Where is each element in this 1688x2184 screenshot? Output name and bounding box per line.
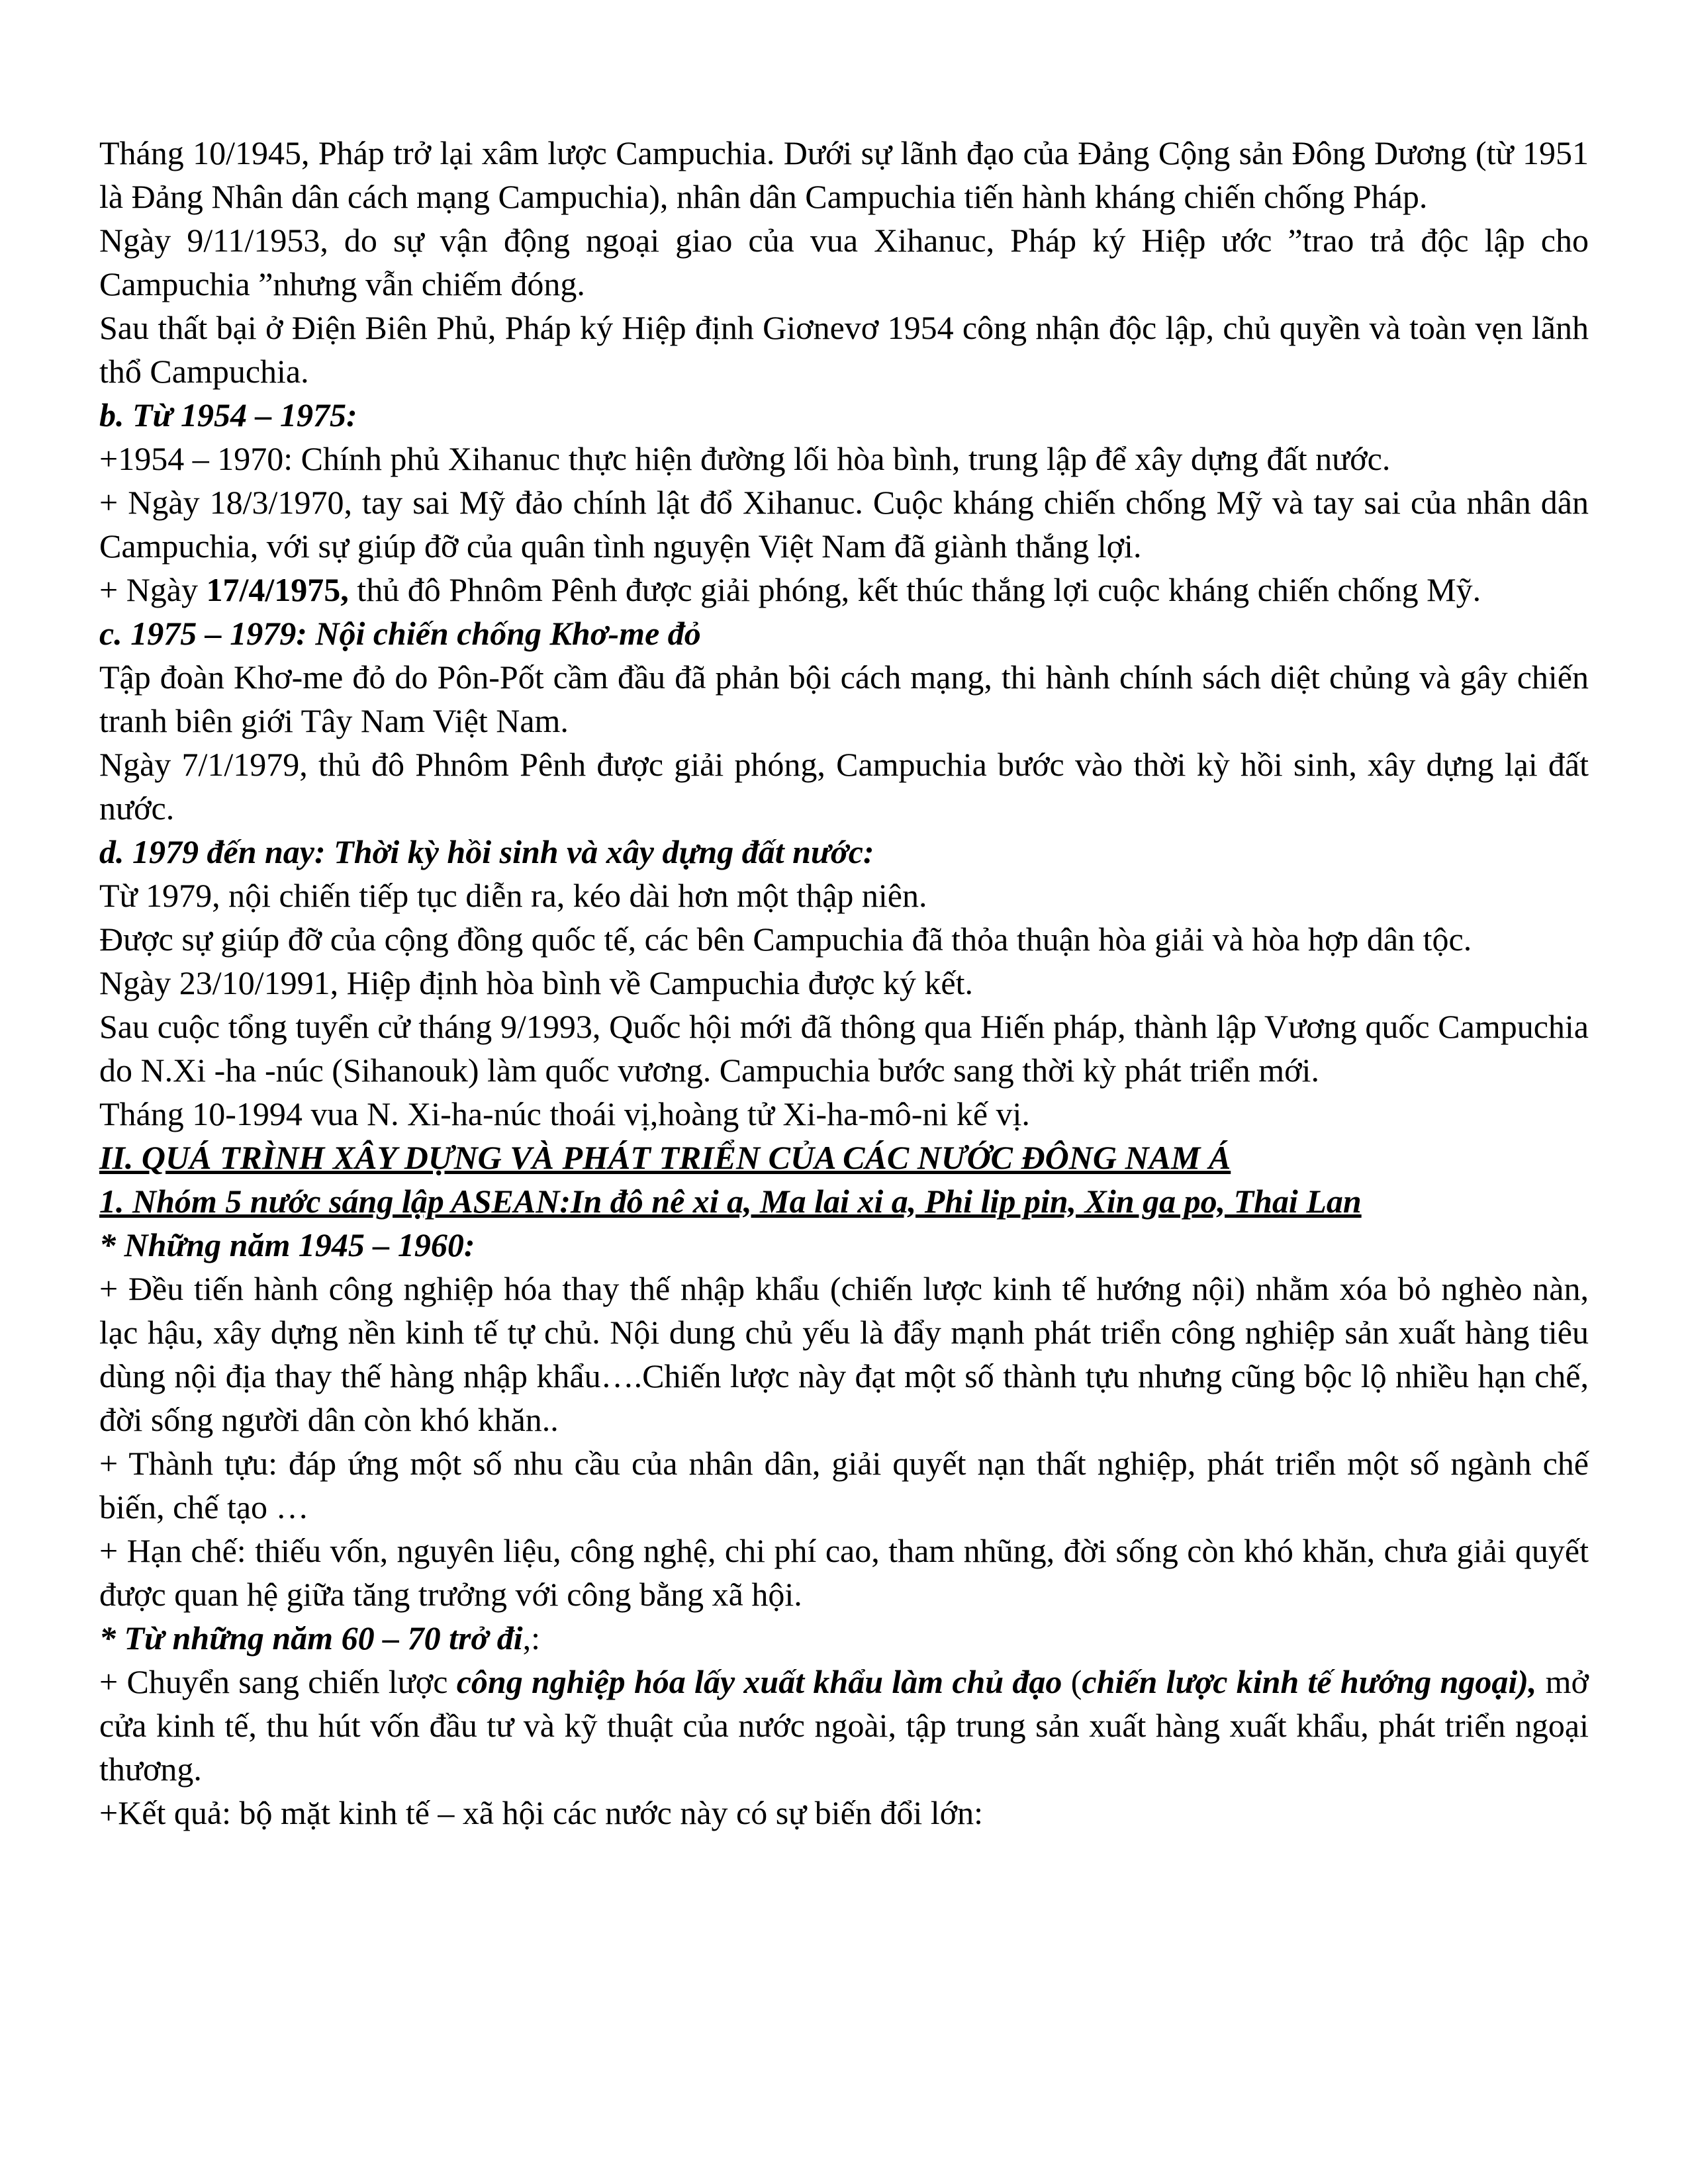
section-heading: c. 1975 – 1979: Nội chiến chống Khơ-me đỏ (99, 615, 701, 652)
paragraph: Sau thất bại ở Điện Biên Phủ, Pháp ký Hiệp định Giơnevơ 1954 công nhận độc lập, chủ quyền và toàn vẹn lãnh thổ Campuchia. (99, 309, 1589, 390)
paragraph: Tháng 10-1994 vua N. Xi-ha-núc thoái vị,hoàng tử Xi-ha-mô-ni kế vị. (99, 1095, 1030, 1132)
paragraph-text: + Chuyển sang chiến lược (99, 1663, 457, 1700)
document-body (99, 131, 1589, 1835)
heading-suffix: ,: (522, 1619, 541, 1657)
section-heading: * Những năm 1945 – 1960: (99, 1226, 475, 1263)
section-heading (99, 1616, 1589, 1660)
paragraph-text: thủ đô Phnôm Pênh được giải phóng, kết thúc thắng lợi cuộc kháng chiến chống Mỹ. (348, 571, 1481, 608)
paragraph: Ngày 9/11/1953, do sự vận động ngoại giao của vua Xihanuc, Pháp ký Hiệp ước ”trao trả độc lập cho Campuchia ”nhưng vẫn chiếm đóng. (99, 222, 1589, 302)
section-heading: b. Từ 1954 – 1975: (99, 396, 357, 433)
paragraph (99, 1660, 1589, 1791)
paragraph-text: + Ngày (99, 571, 207, 608)
paragraph: Ngày 23/10/1991, Hiệp định hòa bình về Campuchia được ký kết. (99, 964, 973, 1001)
chapter-heading: II. QUÁ TRÌNH XÂY DỰNG VÀ PHÁT TRIỂN CỦA CÁC NƯỚC ĐÔNG NAM Á (99, 1139, 1231, 1176)
paragraph: +Kết quả: bộ mặt kinh tế – xã hội các nước này có sự biến đổi lớn: (99, 1794, 983, 1831)
emphasis-text: công nghiệp hóa lấy xuất khẩu làm chủ đạo (456, 1663, 1062, 1700)
paragraph-text: ( (1062, 1663, 1082, 1700)
paragraph-text: mở cửa kinh tế, thu hút vốn đầu tư và kỹ thuật của nước ngoài, tập trung sản xuất hàng xuất khẩu, phát triển ngoại thương. (99, 1663, 1589, 1788)
paragraph: + Ngày 18/3/1970, tay sai Mỹ đảo chính lật đổ Xihanuc. Cuộc kháng chiến chống Mỹ và tay sai của nhân dân Campuchia, với sự giúp đỡ của quân tình nguyện Việt Nam đã giành thắng lợi. (99, 484, 1589, 565)
heading-text: * Từ những năm 60 – 70 trở đi (99, 1619, 523, 1657)
paragraph: + Đều tiến hành công nghiệp hóa thay thế nhập khẩu (chiến lược kinh tế hướng nội) nhằm xóa bỏ nghèo nàn, lạc hậu, xây dựng nền kinh tế tự chủ. Nội dung chủ yếu là đẩy mạnh phát triển công nghiệp sản xuất hàng tiêu dùng nội địa thay thế hàng nhập khẩu….Chiến lược này đạt một số thành tựu nhưng cũng bộc lộ nhiều hạn chế, đời sống người dân còn khó khăn.. (99, 1270, 1589, 1438)
paragraph (99, 568, 1589, 612)
subsection-heading: 1. Nhóm 5 nước sáng lập ASEAN:In đô nê xi a, Ma lai xi a, Phi lip pin, Xin ga po, Thai Lan (99, 1183, 1362, 1220)
paragraph: Ngày 7/1/1979, thủ đô Phnôm Pênh được giải phóng, Campuchia bước vào thời kỳ hồi sinh, xây dựng lại đất nước. (99, 746, 1589, 827)
paragraph: Tháng 10/1945, Pháp trở lại xâm lược Campuchia. Dưới sự lãnh đạo của Đảng Cộng sản Đông Dương (từ 1951 là Đảng Nhân dân cách mạng Campuchia), nhân dân Campuchia tiến hành kháng chiến chống Pháp. (99, 134, 1589, 215)
paragraph: Từ 1979, nội chiến tiếp tục diễn ra, kéo dài hơn một thập niên. (99, 877, 927, 914)
paragraph: +1954 – 1970: Chính phủ Xihanuc thực hiện đường lối hòa bình, trung lập để xây dựng đất nước. (99, 440, 1391, 477)
highlight-date: 17/4/1975, (206, 571, 349, 608)
paragraph: Sau cuộc tổng tuyển cử tháng 9/1993, Quốc hội mới đã thông qua Hiến pháp, thành lập Vương quốc Campuchia do N.Xi -ha -núc (Sihanouk) làm quốc vương. Campuchia bước sang thời kỳ phát triển mới. (99, 1008, 1589, 1089)
paragraph: + Thành tựu: đáp ứng một số nhu cầu của nhân dân, giải quyết nạn thất nghiệp, phát triển một số ngành chế biến, chế tạo … (99, 1445, 1589, 1525)
emphasis-text: chiến lược kinh tế hướng ngoại), (1082, 1663, 1537, 1700)
paragraph: Được sự giúp đỡ của cộng đồng quốc tế, các bên Campuchia đã thỏa thuận hòa giải và hòa hợp dân tộc. (99, 921, 1472, 958)
paragraph: Tập đoàn Khơ-me đỏ do Pôn-Pốt cầm đầu đã phản bội cách mạng, thi hành chính sách diệt chủng và gây chiến tranh biên giới Tây Nam Việt Nam. (99, 659, 1589, 739)
section-heading: d. 1979 đến nay: Thời kỳ hồi sinh và xây dựng đất nước: (99, 833, 874, 870)
paragraph: + Hạn chế: thiếu vốn, nguyên liệu, công nghệ, chi phí cao, tham nhũng, đời sống còn khó khăn, chưa giải quyết được quan hệ giữa tăng trưởng với công bằng xã hội. (99, 1532, 1589, 1613)
